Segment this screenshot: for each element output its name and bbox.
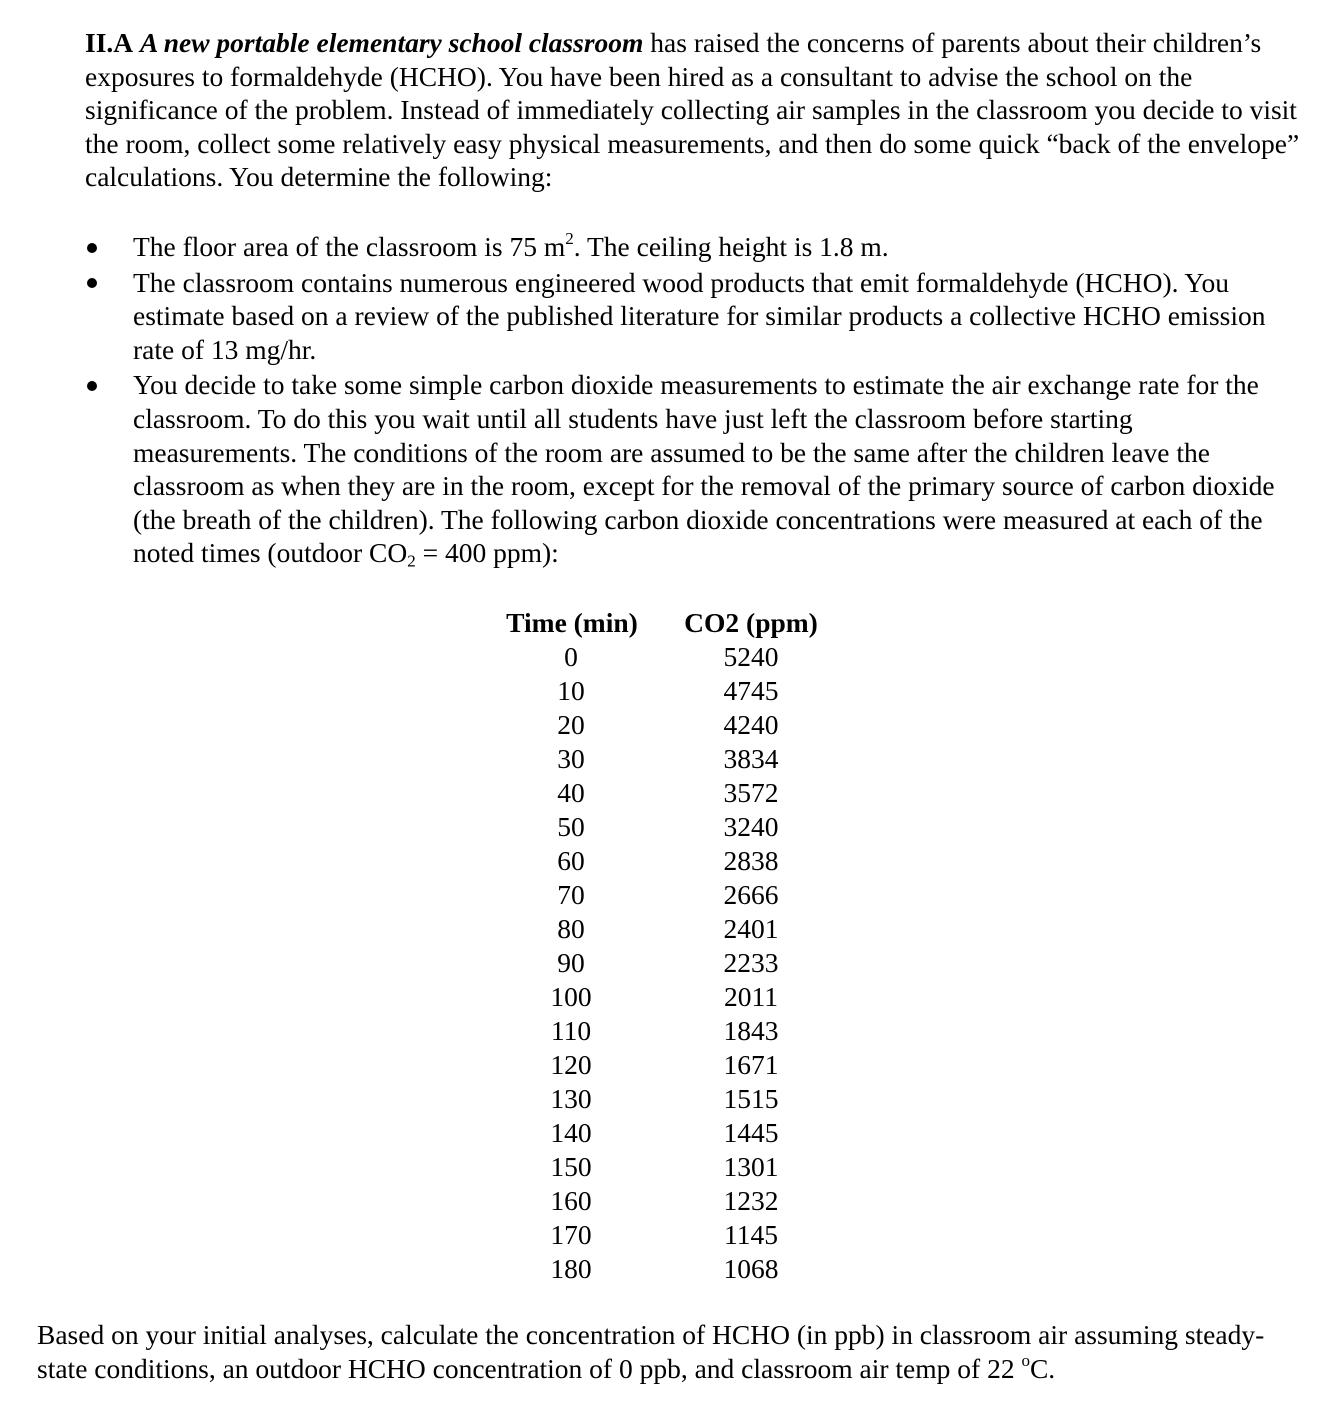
column-header-time: Time (min): [506, 607, 638, 639]
co2-cell: 4240: [723, 709, 779, 741]
time-cell: 100: [550, 981, 592, 1013]
list-item: [85, 266, 1300, 367]
co2-cell: 2666: [723, 879, 779, 911]
co2-cell: 3240: [723, 811, 779, 843]
table-row: [497, 1116, 855, 1150]
time-cell: 10: [557, 675, 585, 707]
co2-cell: 3834: [723, 743, 779, 775]
bullet-icon: [85, 230, 99, 264]
list-item: [85, 368, 1300, 570]
co2-cell: 1671: [723, 1049, 779, 1081]
table-row: [497, 1082, 855, 1116]
table-row: [497, 1014, 855, 1048]
superscript: o: [1021, 1350, 1030, 1370]
intro-text: has raised the concerns of parents about their children’s exposures to formaldehyde (HCHO). You have been hired as a consultant to advise the school on the significance of the problem. Instead of immediately collecting air samples in the classroom you decide to visit the room, collect some relatively easy physical measurements, and then do some quick “back of the envelope” calculations. You determine the following:: [85, 27, 1300, 193]
co2-cell: 1445: [723, 1117, 779, 1149]
co2-table: [497, 606, 855, 1286]
co2-cell: 1515: [723, 1083, 779, 1115]
measurement-list: [85, 230, 1300, 572]
co2-cell: 2401: [723, 913, 779, 945]
column-header-co2: CO2 (ppm): [684, 607, 818, 639]
time-cell: 90: [557, 947, 585, 979]
table-row: [497, 640, 855, 674]
table-row: [497, 878, 855, 912]
bullet-icon: [85, 368, 99, 402]
co2-cell: 4745: [723, 675, 779, 707]
table-row: [497, 1218, 855, 1252]
co2-cell: 1843: [723, 1015, 779, 1047]
bullet-text: = 400 ppm):: [415, 537, 559, 569]
bullet-text: You decide to take some simple carbon dioxide measurements to estimate the air exchange rate for the classroom. To do this you wait until all students have just left the classroom before starting measurements. The conditions of the room are assumed to be the same after the children leave the classroom as when they are in the room, except for the removal of the primary source of carbon dioxide (the breath of the children). The following carbon dioxide concentrations were measured at each of the noted times (outdoor CO: [133, 369, 1275, 569]
closing-text: C.: [1029, 1352, 1056, 1384]
table-row: [497, 946, 855, 980]
co2-cell: 2011: [724, 981, 778, 1013]
time-cell: 170: [550, 1219, 592, 1251]
co2-cell: 1301: [723, 1151, 779, 1183]
intro-emphasis: A new portable elementary school classroom: [140, 27, 644, 58]
intro-paragraph: [85, 26, 1300, 194]
list-item: [85, 230, 1300, 264]
time-cell: 50: [557, 811, 585, 843]
table-row: [497, 742, 855, 776]
table-row: [497, 912, 855, 946]
co2-cell: 1145: [724, 1219, 778, 1251]
table-row: [497, 980, 855, 1014]
co2-cell: 5240: [723, 641, 779, 673]
table-body: [497, 640, 855, 1286]
closing-paragraph: [37, 1318, 1307, 1385]
time-cell: 150: [550, 1151, 592, 1183]
table-row: [497, 1048, 855, 1082]
time-cell: 60: [557, 845, 585, 877]
table-row: [497, 1252, 855, 1286]
time-cell: 30: [557, 743, 585, 775]
bullet-text: . The ceiling height is 1.8 m.: [573, 231, 889, 262]
time-cell: 0: [564, 641, 578, 673]
bullet-text: The floor area of the classroom is 75 m: [133, 231, 566, 262]
table-row: [497, 674, 855, 708]
time-cell: 110: [550, 1015, 592, 1047]
co2-cell: 2233: [723, 947, 779, 979]
table-header-row: [497, 606, 855, 640]
time-cell: 160: [550, 1185, 592, 1217]
co2-cell: 2838: [723, 845, 779, 877]
table-row: [497, 1184, 855, 1218]
bullet-icon: [85, 266, 99, 300]
table-row: [497, 1150, 855, 1184]
table-row: [497, 810, 855, 844]
closing-text: Based on your initial analyses, calculate the concentration of HCHO (in ppb) in classroom air assuming steady-state conditions, an outdoor HCHO concentration of 0 ppb, and classroom air temp of 22: [37, 1319, 1265, 1384]
time-cell: 20: [557, 709, 585, 741]
time-cell: 140: [550, 1117, 592, 1149]
time-cell: 80: [557, 913, 585, 945]
time-cell: 180: [550, 1253, 592, 1285]
section-label: II.A: [85, 27, 134, 58]
time-cell: 120: [550, 1049, 592, 1081]
co2-cell: 1232: [723, 1185, 779, 1217]
bullet-text: The classroom contains numerous engineered wood products that emit formaldehyde (HCHO). You estimate based on a review of the published literature for similar products a collective HCHO emission rate of 13 mg/hr.: [133, 266, 1266, 365]
table-row: [497, 776, 855, 810]
subscript: 2: [407, 551, 416, 571]
table-row: [497, 708, 855, 742]
time-cell: 130: [550, 1083, 592, 1115]
co2-cell: 3572: [723, 777, 779, 809]
superscript: 2: [565, 229, 574, 249]
table-row: [497, 844, 855, 878]
time-cell: 40: [557, 777, 585, 809]
co2-cell: 1068: [723, 1253, 779, 1285]
time-cell: 70: [557, 879, 585, 911]
